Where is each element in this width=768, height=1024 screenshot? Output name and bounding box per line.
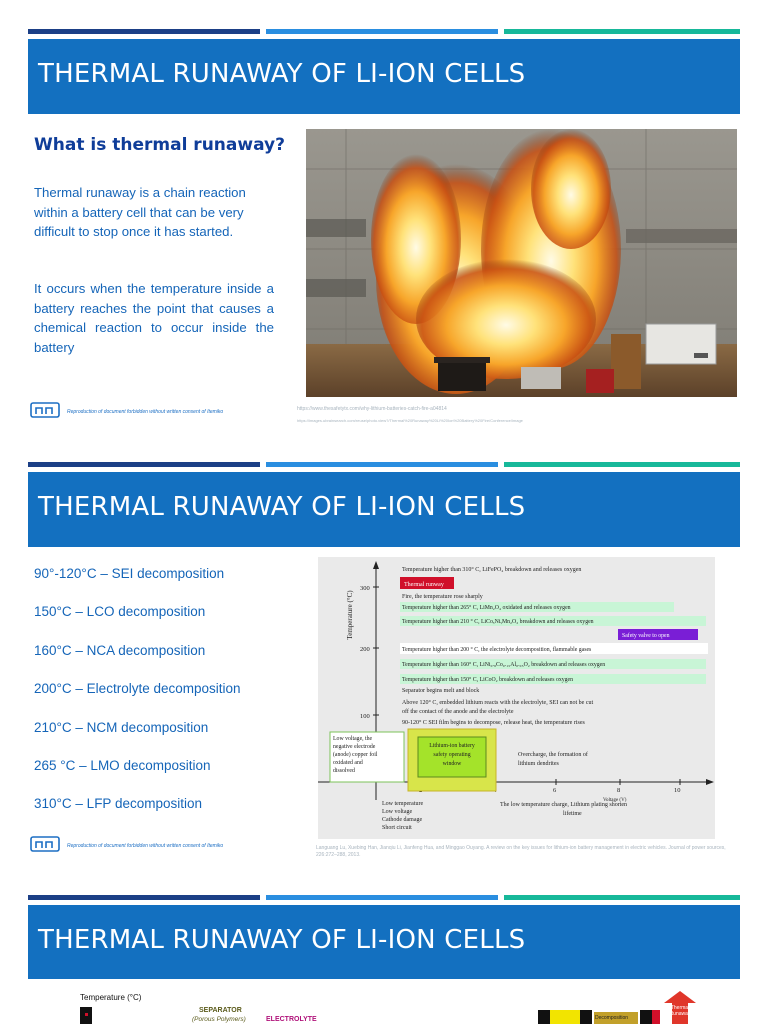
svg-text:Short circuit: Short circuit (382, 825, 412, 831)
svg-text:Temperature higher than 265° C: Temperature higher than 265° C, LiMn₂O₄ oxidated and releases oxygen (402, 605, 571, 611)
svg-text:Low temperature: Low temperature (382, 801, 424, 807)
slide-3-diagram-y-label: Temperature (°C) (80, 993, 142, 1002)
slide-3-title-band (28, 905, 740, 979)
svg-text:Thermal runway: Thermal runway (404, 582, 444, 588)
x-axis-label: Voltage (V) (603, 798, 627, 803)
list-item: 200°C – Electrolyte decomposition (34, 681, 241, 696)
svg-text:Low voltage, the: Low voltage, the (333, 736, 373, 742)
svg-text:Safety valve to open: Safety valve to open (622, 633, 670, 639)
slide-3-right-block-yellow (550, 1010, 580, 1024)
svg-text:off the contact of the anode a: off the contact of the anode and the electrolyte (402, 709, 514, 715)
svg-text:Temperature higher than 160° C: Temperature higher than 160° C, LiNi₀.₈Co₀.₁₅Al₀.₀₅O₂ breakdown and releases oxygen (402, 662, 606, 668)
svg-text:The low temperature charge, Li: The low temperature charge, Lithium plating shorten (500, 802, 628, 808)
svg-text:90-120° C SEI film begins to d: 90-120° C SEI film begins to decompose, release heat, the temperature rises (402, 720, 585, 726)
slide-2-title-band (28, 472, 740, 547)
slide-3-title: THERMAL RUNAWAY OF LI-ION CELLS (38, 925, 526, 955)
svg-text:oxidated and: oxidated and (333, 760, 363, 766)
slide-1-source-url-2[interactable]: https://images.ubrainsearch.com/reuse/photo.view?/Thermal%20Runaway%20Li%20Ion%20Battery%20Fire/Conference/image (297, 418, 523, 423)
battery-fire-photo (306, 129, 737, 397)
svg-text:6: 6 (553, 787, 557, 794)
slide-3-right-arrow-label: Thermal Runaway (669, 1005, 691, 1017)
svg-text:safety operating: safety operating (433, 752, 471, 758)
svg-text:Separator begins melt and bloc: Separator begins melt and block (402, 688, 480, 694)
list-item: 210°C – NCM decomposition (34, 720, 209, 735)
slide-1-title-band (28, 39, 740, 114)
temperature-list (34, 566, 294, 826)
list-item: 265 °C – LMO decomposition (34, 758, 211, 773)
company-logo-icon (30, 836, 60, 852)
list-item: 310°C – LFP decomposition (34, 796, 202, 811)
svg-text:negative electrode: negative electrode (333, 744, 376, 750)
slide-3-right-block-black-3 (640, 1010, 652, 1024)
y-axis-label: Temperature (°C) (346, 590, 354, 640)
svg-text:Overcharge, the formation of: Overcharge, the formation of (518, 752, 588, 758)
svg-text:Fire, the temperature rose sha: Fire, the temperature rose sharply (402, 594, 483, 600)
slide-3-electrolyte-label: ELECTROLYTE (266, 1016, 317, 1023)
svg-text:lifetime: lifetime (563, 811, 582, 817)
slide-3 (0, 895, 768, 1024)
slide-2-title: THERMAL RUNAWAY OF LI-ION CELLS (38, 492, 526, 522)
slide-3-separator-label: SEPARATOR (199, 1007, 242, 1014)
svg-text:Temperature higher than 210 °: Temperature higher than 210 ° C, LiCoₓNiᵧMn₂O₂ breakdown and releases oxygen (402, 619, 594, 625)
slide-1-footer-note: Reproduction of document forbidden without written consent of Itemiko (67, 409, 224, 415)
svg-text:Above 120° C, embedded lithium: Above 120° C, embedded lithium reacts with the electrolyte, SEI can not be cut (402, 700, 594, 706)
company-logo-icon (30, 402, 60, 418)
svg-text:window: window (442, 761, 462, 767)
svg-text:dissolved: dissolved (333, 768, 355, 774)
svg-text:Low voltage: Low voltage (382, 809, 413, 815)
slide-2-accent-line (28, 462, 740, 467)
svg-text:Temperature higher than 200 °: Temperature higher than 200 ° C, the electrolyte decomposition, flammable gases (402, 647, 592, 653)
svg-text:10: 10 (674, 787, 681, 794)
svg-text:Temperature higher than 150° C: Temperature higher than 150° C, LiCoO₂ breakdown and releases oxygen (402, 677, 574, 683)
thermal-runaway-stages-figure (318, 557, 715, 839)
slide-1 (0, 29, 768, 449)
svg-text:Lithium-ion battery: Lithium-ion battery (429, 743, 475, 749)
slide-3-accent-line (28, 895, 740, 900)
slide-1-source-url-1[interactable]: https://www.thesafetytx.com/why-lithium-batteries-catch-fire-a04814 (297, 406, 447, 412)
list-item: 90°-120°C – SEI decomposition (34, 566, 225, 581)
slide-3-separator-sub: (Porous Polymers) (192, 1016, 246, 1023)
slide-2-footer-note: Reproduction of document forbidden without written consent of Itemiko (67, 843, 224, 849)
slide-3-right-box: Decomposition (594, 1012, 638, 1024)
svg-text:(anode) copper foil: (anode) copper foil (333, 752, 378, 758)
slide-3-right-block-black-2 (580, 1010, 592, 1024)
list-item: 150°C – LCO decomposition (34, 604, 206, 619)
slide-1-title: THERMAL RUNAWAY OF LI-ION CELLS (38, 59, 526, 89)
y-tick-100: 100 (360, 713, 370, 720)
slide-3-right-block-red (652, 1010, 660, 1024)
slide-1-paragraph-1: Thermal runaway is a chain reaction within a battery cell that can be very difficult to stop once it has started. (34, 185, 246, 239)
slide-1-accent-line (28, 29, 740, 34)
svg-text:Temperature higher than 310° C: Temperature higher than 310° C, LiFePO₄ breakdown and releases oxygen (402, 567, 582, 573)
slide-1-heading: What is thermal runaway? (34, 135, 285, 155)
y-tick-300: 300 (360, 585, 370, 592)
slide-2 (0, 462, 768, 882)
slide-2-citation: Languang Lu, Xuebing Han, Jianqiu Li, Jianfeng Hua, and Minggao Ouyang. A review on the key issues for lithium-ion battery management in electric vehicles. Journal of power sources, 226:272–288, 2013. (316, 845, 726, 858)
slide-1-paragraph-2: It occurs when the temperature inside a battery reaches the point that causes a chemical reaction to occur inside the battery (34, 281, 274, 355)
slide-3-red-dot (85, 1013, 88, 1016)
svg-text:lithium dendrites: lithium dendrites (518, 761, 559, 767)
list-item: 160°C – NCA decomposition (34, 643, 206, 658)
y-tick-200: 200 (360, 646, 370, 653)
svg-text:Cathode damage: Cathode damage (382, 817, 423, 823)
svg-text:8: 8 (617, 787, 621, 794)
slide-3-right-block-black (538, 1010, 550, 1024)
